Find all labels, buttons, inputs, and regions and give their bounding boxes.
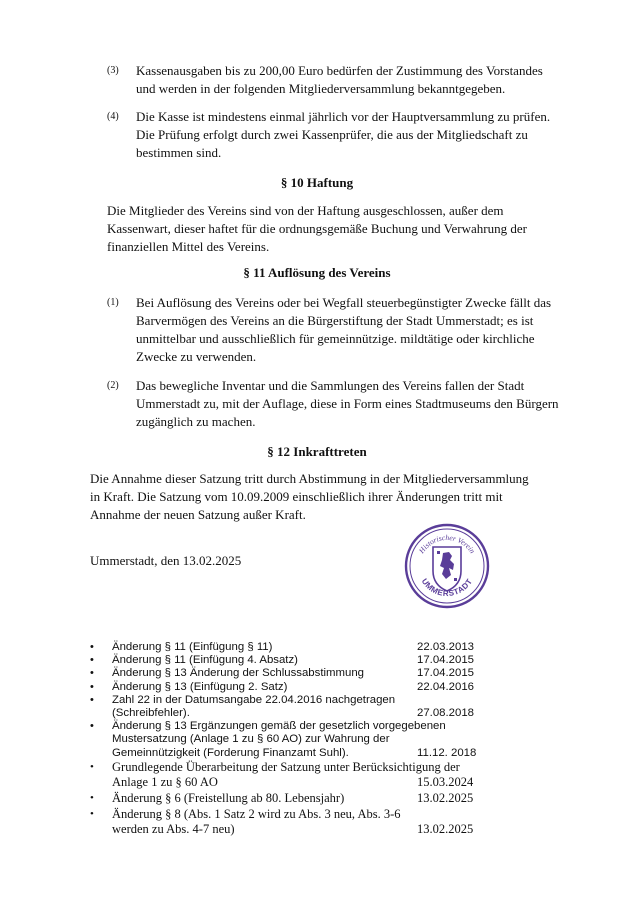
- amendment-text-line: [112, 654, 560, 667]
- amendment-item: [90, 654, 560, 667]
- amendment-text: Änderung § 13 (Einfügung 2. Satz): [112, 680, 288, 693]
- text-line: Kassenausgaben bis zu 200,00 Euro bedürfen der Zustimmung des Vorstandes: [136, 63, 543, 78]
- amendment-item: [90, 807, 560, 838]
- text-line: Bei Auflösung des Vereins oder bei Wegfall steuerbegünstigter Zwecke fällt das: [136, 295, 552, 310]
- text-line: unmittelbar und ausschließlich für gemeinnützige. mildtätige oder kirchliche: [136, 331, 535, 346]
- amendment-text: Anlage 1 zu § 60 AO: [112, 775, 218, 790]
- section-11-heading: § 11 Auflösung des Vereins: [243, 265, 391, 280]
- amendment-text-line: [112, 733, 560, 746]
- amendment-text: Mustersatzung (Anlage 1 zu § 60 AO) zur Wahrung der: [112, 733, 390, 746]
- amendment-text-line: [112, 807, 560, 823]
- text-line: in Kraft. Die Satzung vom 10.09.2009 einschließlich ihrer Änderungen tritt mit: [90, 489, 503, 504]
- amendment-text-line: [112, 760, 560, 776]
- amendment-item: [90, 694, 560, 720]
- amendment-text: Änderung § 11 (Einfügung 4. Absatz): [112, 654, 298, 667]
- text-line: Annahme der neuen Satzung außer Kraft.: [90, 507, 306, 522]
- amendment-text-line: [112, 747, 560, 760]
- amendment-text: Änderung § 6 (Freistellung ab 80. Lebensjahr): [112, 791, 345, 806]
- bullet-icon: •: [90, 641, 94, 653]
- amendment-text-line: [112, 775, 560, 791]
- amendment-text-line: [112, 641, 560, 654]
- amendment-date: 15.03.2024: [417, 775, 474, 790]
- association-stamp: [404, 523, 490, 609]
- amendment-text: Grundlegende Überarbeitung der Satzung unter Berücksichtigung der: [112, 759, 460, 774]
- amendment-text: Änderung § 8 (Abs. 1 Satz 2 wird zu Abs. 3 neu, Abs. 3-6: [112, 806, 401, 821]
- amendment-list: [90, 641, 560, 838]
- text-line: finanziellen Mittel des Vereins.: [107, 239, 270, 254]
- amendment-date: 22.04.2016: [417, 680, 475, 693]
- amendment-text: (Schreibfehler).: [112, 707, 190, 720]
- bullet-icon: •: [90, 693, 94, 706]
- amendment-text: Zahl 22 in der Datumsangabe 22.04.2016 nachgetragen: [112, 693, 396, 706]
- amendment-text: werden zu Abs. 4-7 neu): [112, 822, 235, 837]
- amendment-text-line: [112, 707, 560, 720]
- paragraph-number: (2): [107, 380, 119, 391]
- svg-text:Historischer Verein: Historischer Verein: [417, 532, 478, 556]
- bullet-icon: •: [90, 792, 94, 805]
- amendment-text: Gemeinnützigkeit (Forderung Finanzamt Suhl).: [112, 746, 349, 759]
- amendment-text-line: [112, 791, 560, 807]
- section-12-heading: § 12 Inkrafttreten: [267, 444, 367, 459]
- amendment-date: 11.12. 2018: [417, 746, 477, 759]
- amendment-item: [90, 791, 560, 807]
- section-12-text: [90, 470, 529, 524]
- paragraph-number: (1): [107, 297, 119, 308]
- text-line: Ummerstadt zu, mit der Auflage, diese in Form eines Stadtmuseums den Bürgern: [136, 396, 559, 411]
- amendment-text-line: [112, 694, 560, 707]
- text-line: Die Mitglieder des Vereins sind von der Haftung ausgeschlossen, außer dem: [107, 203, 504, 218]
- bullet-icon: •: [90, 760, 94, 773]
- text-line: Barvermögen des Vereins an die Bürgerstiftung der Stadt Ummerstadt; es ist: [136, 313, 534, 328]
- amendment-date: 13.02.2025: [417, 822, 474, 837]
- text-line: Kassenwart, dieser haftet für die ordnungsgemäße Buchung und Verwahrung der: [107, 221, 527, 236]
- amendment-item: [90, 720, 560, 760]
- text-line: Die Kasse ist mindestens einmal jährlich vor der Hauptversammlung zu prüfen.: [136, 109, 551, 124]
- amendment-text-line: [112, 720, 560, 733]
- amendment-date: 17.04.2015: [417, 654, 475, 667]
- text-line: bestimmen sind.: [136, 145, 222, 160]
- bullet-icon: •: [90, 667, 94, 680]
- bullet-icon: •: [90, 720, 94, 733]
- amendment-item: [90, 667, 560, 680]
- bullet-icon: •: [90, 654, 94, 667]
- amendment-item: [90, 681, 560, 694]
- bullet-icon: •: [90, 807, 94, 820]
- amendment-text: Änderung § 13 Änderung der Schlussabstimmung: [112, 667, 365, 680]
- amendment-date: 27.08.2018: [417, 707, 475, 720]
- paragraph-number: (4): [107, 111, 119, 122]
- place-date: Ummerstadt, den 13.02.2025: [90, 553, 242, 568]
- bullet-icon: •: [90, 680, 94, 693]
- text-line: und werden in der folgenden Mitgliederversammlung bekanntgegeben.: [136, 81, 506, 96]
- amendment-item: [90, 760, 560, 791]
- section-10-text: [107, 202, 527, 256]
- text-line: Zwecke zu verwenden.: [136, 349, 257, 364]
- amendment-date: 22.03.2013: [417, 641, 475, 653]
- text-line: Das bewegliche Inventar und die Sammlungen des Vereins fallen der Stadt: [136, 378, 525, 393]
- text-line: Die Prüfung erfolgt durch zwei Kassenprüfer, die aus der Mitgliedschaft zu: [136, 127, 528, 142]
- amendment-text: Änderung § 13 Ergänzungen gemäß der gesetzlich vorgegebenen: [112, 720, 446, 733]
- paragraph-number: (3): [107, 65, 119, 76]
- text-line: Die Annahme dieser Satzung tritt durch Abstimmung in der Mitgliederversammlung: [90, 471, 529, 486]
- amendment-text-line: [112, 681, 560, 694]
- text-line: zugänglich zu machen.: [136, 414, 256, 429]
- section-10-heading: § 10 Haftung: [280, 175, 354, 190]
- svg-text:UMMERSTADT: UMMERSTADT: [419, 576, 475, 599]
- amendment-text-line: [112, 822, 560, 838]
- amendment-text: Änderung § 11 (Einfügung § 11): [112, 641, 273, 653]
- amendment-date: 13.02.2025: [417, 791, 474, 806]
- amendment-item: [90, 641, 560, 654]
- amendment-date: 17.04.2015: [417, 667, 475, 680]
- amendment-text-line: [112, 667, 560, 680]
